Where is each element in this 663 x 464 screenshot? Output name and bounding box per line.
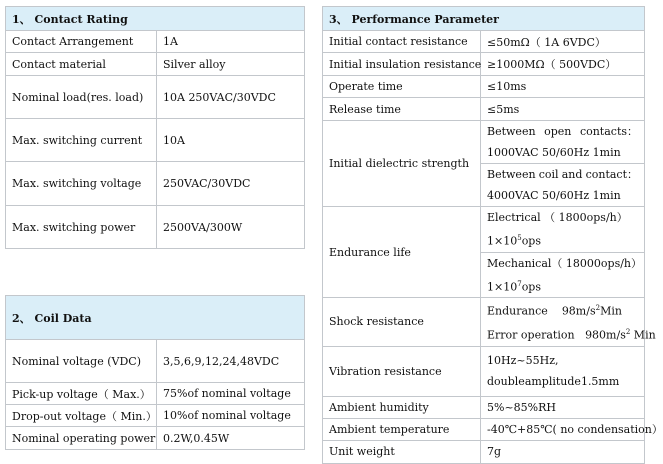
text: Error operation: [487, 328, 575, 342]
text: ops: [521, 234, 541, 248]
row-label: Release time: [323, 98, 481, 121]
table-row: [323, 440, 645, 463]
text: Endurance: [487, 304, 548, 318]
table-row: [323, 418, 645, 440]
dielectric-coil-contact: [481, 164, 645, 207]
row-value: 250VAC/30VDC: [157, 162, 305, 206]
row-value: 10A 250VAC/30VDC: [157, 76, 305, 119]
row-label: Nominal operating power: [6, 427, 157, 450]
text: Electrical （ 1800ops/h）: [487, 211, 628, 224]
table-row: [323, 207, 645, 253]
row-label: Max. switching power: [6, 206, 157, 249]
table-row: [323, 98, 645, 121]
dielectric-open-contacts: [481, 121, 645, 164]
row-value: ≤5ms: [481, 98, 645, 121]
table-row: [323, 76, 645, 98]
table-row: [6, 31, 305, 53]
row-value: 75%of nominal voltage: [157, 383, 305, 405]
text: coil: [538, 168, 559, 181]
row-label: Nominal load(res. load): [6, 76, 157, 119]
row-value: ≥1000MΩ（ 500VDC）: [481, 53, 645, 76]
table-row: [6, 162, 305, 206]
row-value: 10%of nominal voltage: [157, 405, 305, 427]
text: 2: [625, 327, 631, 336]
text: Min: [600, 304, 622, 318]
row-label: Drop-out voltage（ Min.）: [6, 405, 157, 427]
table-row: [323, 121, 645, 164]
text: open: [544, 125, 572, 138]
endurance-mechanical: [481, 252, 645, 298]
row-label: Ambient temperature: [323, 418, 481, 440]
row-value: 3,5,6,9,12,24,48VDC: [157, 340, 305, 383]
row-value: 1A: [157, 31, 305, 53]
text: 2: [595, 304, 601, 313]
text: ops: [521, 280, 541, 294]
row-label: Nominal voltage (VDC): [6, 340, 157, 383]
text: 1×10: [487, 234, 518, 248]
text: and: [561, 168, 583, 181]
text: Between: [487, 168, 536, 181]
table-row: [6, 53, 305, 76]
row-label: Contact Arrangement: [6, 31, 157, 53]
table-row: [323, 346, 645, 396]
row-value: ≤50mΩ（ 1A 6VDC）: [481, 31, 645, 53]
row-label: Vibration resistance: [323, 346, 481, 396]
row-value: -40℃+85℃( no condensation）: [481, 418, 645, 440]
row-value: 5%~85%RH: [481, 396, 645, 418]
row-label: Initial insulation resistance: [323, 53, 481, 76]
row-label: Unit weight: [323, 440, 481, 463]
text: doubleamplitude1.5mm: [487, 375, 620, 389]
contact-rating-table: [5, 6, 305, 249]
shock-values: [481, 298, 656, 346]
row-label: Initial contact resistance: [323, 31, 481, 53]
text: contact：: [585, 168, 639, 181]
row-value: 2500VA/300W: [157, 206, 305, 249]
text: 10Hz~55Hz,: [487, 354, 559, 368]
table-row: [6, 383, 305, 405]
row-value: 7g: [481, 440, 645, 463]
coil-data-table: [5, 295, 305, 450]
performance-table: [322, 6, 663, 464]
vibration-values: [481, 346, 645, 396]
row-label: Shock resistance: [323, 298, 481, 346]
row-value: ≤10ms: [481, 76, 645, 98]
contact-rating-title: 1、 Contact Rating: [6, 7, 305, 31]
text: 4000VAC 50/60Hz 1min: [487, 189, 621, 202]
row-value: 10A: [157, 119, 305, 162]
table-row: [323, 298, 645, 346]
text: 1×10: [487, 280, 518, 294]
row-label: Contact material: [6, 53, 157, 76]
text: Min: [630, 328, 656, 342]
text: 1000VAC 50/60Hz 1min: [487, 146, 621, 159]
row-value: 0.2W,0.45W: [157, 427, 305, 450]
row-label: Endurance life: [323, 207, 481, 298]
row-label: Max. switching current: [6, 119, 157, 162]
row-label: Max. switching voltage: [6, 162, 157, 206]
text: Mechanical（ 18000ops/h）: [487, 256, 643, 270]
performance-title: 3、 Performance Parameter: [323, 7, 645, 31]
row-label: Pick-up voltage（ Max.）: [6, 383, 157, 405]
table-row: [6, 206, 305, 249]
table-row: [6, 405, 305, 427]
row-label: Operate time: [323, 76, 481, 98]
table-row: [323, 53, 645, 76]
text: contacts：: [579, 125, 639, 138]
text: Between: [487, 125, 536, 138]
table-row: [6, 427, 305, 450]
text: 7: [517, 279, 522, 288]
table-row: [323, 31, 645, 53]
table-row: [6, 340, 305, 383]
row-label: Initial dielectric strength: [323, 121, 481, 207]
text: 980m/s: [585, 328, 626, 342]
table-row: [6, 76, 305, 119]
row-label: Ambient humidity: [323, 396, 481, 418]
endurance-electrical: [481, 207, 645, 253]
row-value: Silver alloy: [157, 53, 305, 76]
table-row: [323, 396, 645, 418]
text: 5: [517, 234, 522, 242]
text: 98m/s: [561, 304, 596, 318]
coil-data-title: 2、 Coil Data: [6, 296, 305, 340]
table-row: [6, 119, 305, 162]
